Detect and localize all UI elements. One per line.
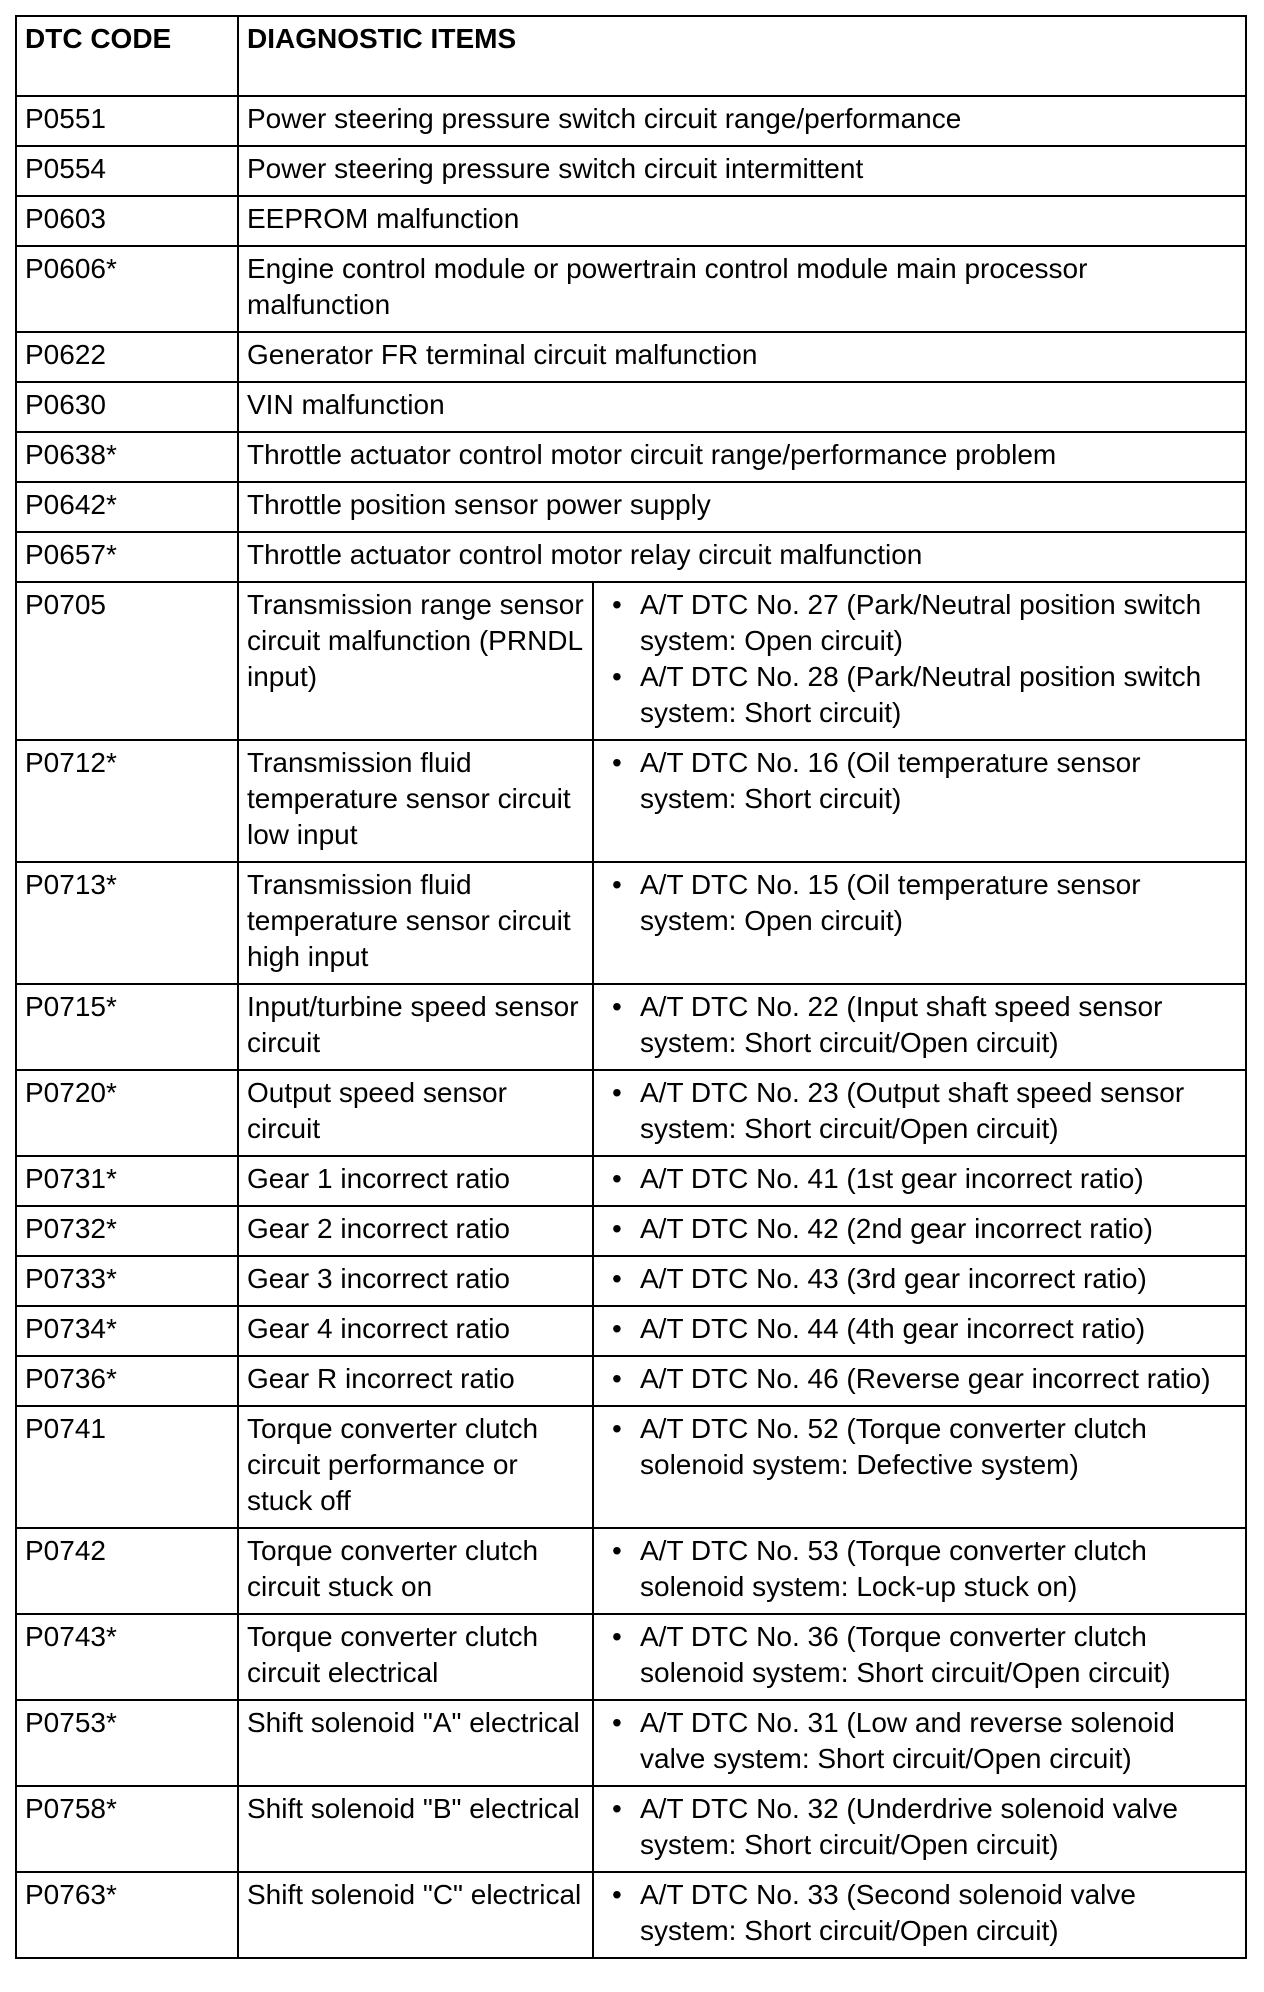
at-dtc-item: • A/T DTC No. 22 (Input shaft speed sensor system: Short circuit/Open circuit) [640, 989, 1237, 1061]
at-dtc-cell [593, 1406, 1246, 1528]
dtc-code-cell: P0630 [16, 382, 238, 432]
dtc-code-cell: P0657* [16, 532, 238, 582]
table-row [16, 1786, 1246, 1872]
at-dtc-item: • A/T DTC No. 46 (Reverse gear incorrect ratio) [640, 1361, 1237, 1397]
header-row [16, 16, 1246, 96]
at-dtc-item: • A/T DTC No. 52 (Torque converter clutch solenoid system: Defective system) [640, 1411, 1237, 1483]
diagnostic-item-cell: Power steering pressure switch circuit intermittent [238, 146, 1246, 196]
diagnostic-item-cell: Throttle actuator control motor circuit range/performance problem [238, 432, 1246, 482]
diagnostic-item-cell: Input/turbine speed sensor circuit [238, 984, 593, 1070]
header-diagnostic-items: DIAGNOSTIC ITEMS [238, 16, 1246, 96]
at-dtc-item: • A/T DTC No. 53 (Torque converter clutch solenoid system: Lock-up stuck on) [640, 1533, 1237, 1605]
at-dtc-item: • A/T DTC No. 41 (1st gear incorrect ratio) [640, 1161, 1237, 1197]
at-dtc-cell [593, 862, 1246, 984]
table-row [16, 1156, 1246, 1206]
table-row [16, 1700, 1246, 1786]
at-dtc-list [602, 1161, 1237, 1197]
at-dtc-cell [593, 582, 1246, 740]
at-dtc-item: • A/T DTC No. 27 (Park/Neutral position switch system: Open circuit) [640, 587, 1237, 659]
diagnostic-item-cell: VIN malfunction [238, 382, 1246, 432]
at-dtc-list [602, 1619, 1237, 1691]
at-dtc-item: • A/T DTC No. 33 (Second solenoid valve system: Short circuit/Open circuit) [640, 1877, 1237, 1949]
dtc-code-cell: P0712* [16, 740, 238, 862]
at-dtc-cell [593, 1306, 1246, 1356]
at-dtc-list [602, 1211, 1237, 1247]
table-row [16, 1614, 1246, 1700]
dtc-code-cell: P0720* [16, 1070, 238, 1156]
table-row [16, 1070, 1246, 1156]
at-dtc-list [602, 1075, 1237, 1147]
table-row [16, 532, 1246, 582]
table-row [16, 146, 1246, 196]
diagnostic-item-cell: Torque converter clutch circuit performance or stuck off [238, 1406, 593, 1528]
table-row [16, 1356, 1246, 1406]
table-row [16, 482, 1246, 532]
at-dtc-cell [593, 1356, 1246, 1406]
table-row [16, 862, 1246, 984]
at-dtc-item: • A/T DTC No. 15 (Oil temperature sensor system: Open circuit) [640, 867, 1237, 939]
table-row [16, 984, 1246, 1070]
at-dtc-list [602, 745, 1237, 817]
dtc-code-cell: P0734* [16, 1306, 238, 1356]
at-dtc-item: • A/T DTC No. 28 (Park/Neutral position switch system: Short circuit) [640, 659, 1237, 731]
table-row [16, 1256, 1246, 1306]
diagnostic-item-cell: Gear 3 incorrect ratio [238, 1256, 593, 1306]
table-row [16, 740, 1246, 862]
diagnostic-item-cell: Gear R incorrect ratio [238, 1356, 593, 1406]
header-dtc-code: DTC CODE [16, 16, 238, 96]
dtc-code-cell: P0551 [16, 96, 238, 146]
at-dtc-list [602, 1705, 1237, 1777]
table-row [16, 582, 1246, 740]
at-dtc-cell [593, 1206, 1246, 1256]
at-dtc-cell [593, 1872, 1246, 1958]
at-dtc-cell [593, 1156, 1246, 1206]
diagnostic-item-cell: Throttle position sensor power supply [238, 482, 1246, 532]
at-dtc-cell [593, 1700, 1246, 1786]
at-dtc-item: • A/T DTC No. 31 (Low and reverse solenoid valve system: Short circuit/Open circuit) [640, 1705, 1237, 1777]
table-row [16, 382, 1246, 432]
at-dtc-list [602, 989, 1237, 1061]
at-dtc-list [602, 1791, 1237, 1863]
table-row [16, 1406, 1246, 1528]
dtc-code-cell: P0606* [16, 246, 238, 332]
dtc-code-cell: P0742 [16, 1528, 238, 1614]
diagnostic-item-cell: Gear 1 incorrect ratio [238, 1156, 593, 1206]
table-row [16, 246, 1246, 332]
at-dtc-list [602, 867, 1237, 939]
at-dtc-cell [593, 1614, 1246, 1700]
diagnostic-item-cell: Power steering pressure switch circuit range/performance [238, 96, 1246, 146]
at-dtc-cell [593, 984, 1246, 1070]
at-dtc-list [602, 1411, 1237, 1483]
diagnostic-item-cell: Shift solenoid "B" electrical [238, 1786, 593, 1872]
dtc-code-cell: P0732* [16, 1206, 238, 1256]
at-dtc-item: • A/T DTC No. 16 (Oil temperature sensor system: Short circuit) [640, 745, 1237, 817]
diagnostic-item-cell: Output speed sensor circuit [238, 1070, 593, 1156]
diagnostic-item-cell: Gear 4 incorrect ratio [238, 1306, 593, 1356]
at-dtc-cell [593, 740, 1246, 862]
diagnostic-item-cell: Generator FR terminal circuit malfunction [238, 332, 1246, 382]
at-dtc-list [602, 1877, 1237, 1949]
table-row [16, 332, 1246, 382]
dtc-code-cell: P0642* [16, 482, 238, 532]
table-row [16, 96, 1246, 146]
at-dtc-list [602, 587, 1237, 731]
at-dtc-cell [593, 1070, 1246, 1156]
dtc-code-cell: P0741 [16, 1406, 238, 1528]
at-dtc-item: • A/T DTC No. 43 (3rd gear incorrect ratio) [640, 1261, 1237, 1297]
at-dtc-cell [593, 1256, 1246, 1306]
dtc-code-cell: P0758* [16, 1786, 238, 1872]
dtc-code-cell: P0753* [16, 1700, 238, 1786]
table-row [16, 1306, 1246, 1356]
dtc-code-cell: P0713* [16, 862, 238, 984]
at-dtc-list [602, 1261, 1237, 1297]
at-dtc-item: • A/T DTC No. 36 (Torque converter clutch solenoid system: Short circuit/Open circuit) [640, 1619, 1237, 1691]
table-body [16, 96, 1246, 1958]
diagnostic-item-cell: Shift solenoid "A" electrical [238, 1700, 593, 1786]
at-dtc-cell [593, 1786, 1246, 1872]
dtc-code-cell: P0705 [16, 582, 238, 740]
table-row [16, 1206, 1246, 1256]
table-row [16, 1528, 1246, 1614]
dtc-code-cell: P0763* [16, 1872, 238, 1958]
at-dtc-list [602, 1533, 1237, 1605]
dtc-code-cell: P0603 [16, 196, 238, 246]
at-dtc-list [602, 1361, 1237, 1397]
dtc-code-cell: P0622 [16, 332, 238, 382]
dtc-code-cell: P0733* [16, 1256, 238, 1306]
at-dtc-item: • A/T DTC No. 23 (Output shaft speed sensor system: Short circuit/Open circuit) [640, 1075, 1237, 1147]
diagnostic-item-cell: Transmission fluid temperature sensor circuit high input [238, 862, 593, 984]
at-dtc-list [602, 1311, 1237, 1347]
dtc-table [15, 15, 1247, 1959]
dtc-code-cell: P0731* [16, 1156, 238, 1206]
diagnostic-item-cell: Transmission fluid temperature sensor circuit low input [238, 740, 593, 862]
table-row [16, 1872, 1246, 1958]
diagnostic-item-cell: Gear 2 incorrect ratio [238, 1206, 593, 1256]
dtc-code-cell: P0638* [16, 432, 238, 482]
dtc-code-cell: P0715* [16, 984, 238, 1070]
table-row [16, 432, 1246, 482]
diagnostic-item-cell: Torque converter clutch circuit electrical [238, 1614, 593, 1700]
dtc-code-cell: P0554 [16, 146, 238, 196]
diagnostic-item-cell: Torque converter clutch circuit stuck on [238, 1528, 593, 1614]
diagnostic-item-cell: EEPROM malfunction [238, 196, 1246, 246]
diagnostic-item-cell: Engine control module or powertrain control module main processor malfunction [238, 246, 1246, 332]
at-dtc-item: • A/T DTC No. 44 (4th gear incorrect ratio) [640, 1311, 1237, 1347]
diagnostic-item-cell: Transmission range sensor circuit malfunction (PRNDL input) [238, 582, 593, 740]
table-row [16, 196, 1246, 246]
at-dtc-item: • A/T DTC No. 32 (Underdrive solenoid valve system: Short circuit/Open circuit) [640, 1791, 1237, 1863]
at-dtc-item: • A/T DTC No. 42 (2nd gear incorrect ratio) [640, 1211, 1237, 1247]
at-dtc-cell [593, 1528, 1246, 1614]
dtc-code-cell: P0743* [16, 1614, 238, 1700]
dtc-code-cell: P0736* [16, 1356, 238, 1406]
diagnostic-item-cell: Shift solenoid "C" electrical [238, 1872, 593, 1958]
diagnostic-item-cell: Throttle actuator control motor relay circuit malfunction [238, 532, 1246, 582]
